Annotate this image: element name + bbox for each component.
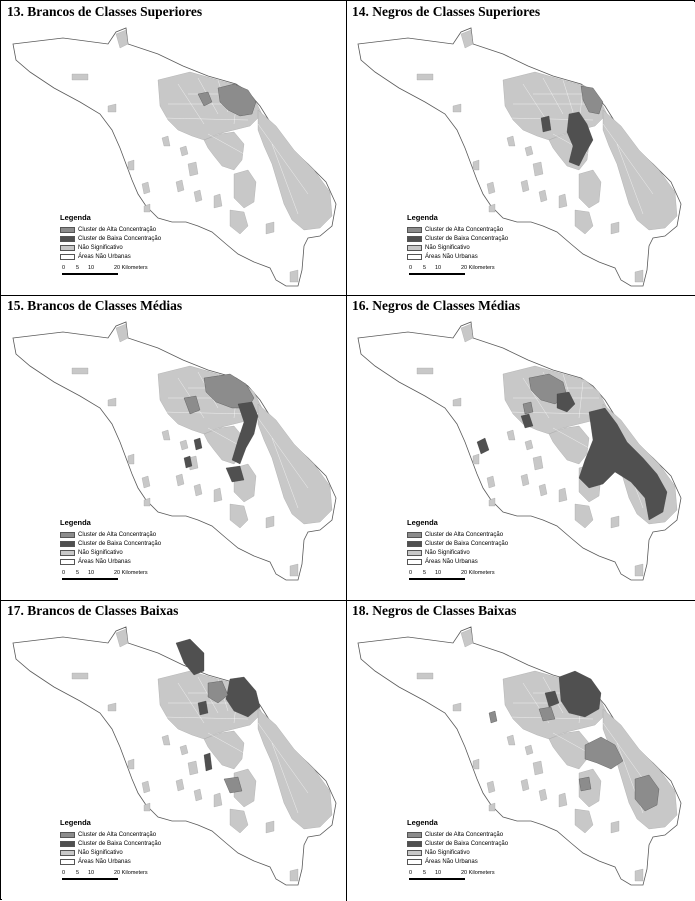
map-legend [407,518,508,566]
scale-tick-label: 10 [435,870,442,876]
legend-label: Áreas Não Urbanas [78,858,131,865]
legend-label: Áreas Não Urbanas [78,558,131,565]
legend-item [407,848,508,857]
legend-label: Cluster de Alta Concentração [425,226,504,233]
scale-tick-label: 0 [409,570,413,576]
legend-label: Não Significativo [425,244,470,251]
legend-label: Áreas Não Urbanas [78,253,131,260]
legend-swatch [407,236,422,242]
urban-area-nao-significativo [417,74,433,80]
legend-label: Cluster de Baixa Concentração [78,235,162,242]
legend-title: Legenda [407,213,438,222]
legend-swatch [407,532,422,538]
scale-tick-label: 20 Kilometers [114,870,148,876]
legend-label: Cluster de Alta Concentração [425,531,504,538]
municipality-map [2,296,346,600]
urban-area-nao-significativo [611,821,619,833]
legend-swatch [407,859,422,865]
legend-swatch [407,245,422,251]
scale-tick-label: 5 [423,265,427,271]
scale-bar [409,870,519,880]
urban-area-nao-significativo [489,803,495,811]
urban-area-nao-significativo [144,498,150,506]
legend-item [60,557,161,566]
urban-area-nao-significativo [635,270,643,282]
urban-area-nao-significativo [266,821,274,833]
scale-tick-label: 10 [88,570,95,576]
scale-tick-label: 0 [62,265,66,271]
map-legend [60,818,161,866]
scale-tick-label: 20 Kilometers [114,265,148,271]
map-panel-13 [2,2,346,295]
municipality-map [347,601,695,900]
legend-label: Não Significativo [78,244,123,251]
legend-swatch [407,850,422,856]
urban-area-nao-significativo [188,162,198,176]
cluster-alta-concentracao [579,777,591,791]
legend-label: Não Significativo [78,849,123,856]
legend-item [60,839,161,848]
legend-item [60,530,161,539]
map-panel-14 [347,2,695,295]
municipality-map [2,2,346,295]
scale-tick-label: 20 Kilometers [114,570,148,576]
legend-swatch [60,245,75,251]
legend-item [60,857,161,866]
legend-title: Legenda [60,818,91,827]
urban-area-nao-significativo [611,222,619,234]
legend-label: Áreas Não Urbanas [425,858,478,865]
urban-area-nao-significativo [489,498,495,506]
scale-tick-label: 5 [423,870,427,876]
legend-item [60,225,161,234]
panel-title: 13. Brancos de Classes Superiores [7,4,203,19]
map-legend [407,818,508,866]
legend-swatch [60,532,75,538]
urban-area-nao-significativo [290,869,298,881]
legend-swatch [60,236,75,242]
urban-area-nao-significativo [144,803,150,811]
legend-item [407,830,508,839]
panel-title: 18. Negros de Classes Baixas [352,603,517,618]
panel-title: 14. Negros de Classes Superiores [352,4,541,19]
legend-label: Áreas Não Urbanas [425,253,478,260]
map-legend [60,518,161,566]
legend-label: Não Significativo [78,549,123,556]
municipality-map [347,2,695,295]
urban-area-nao-significativo [489,204,495,212]
scale-tick-label: 0 [62,870,66,876]
cluster-baixa-concentracao [198,701,208,715]
panel-title: 15. Brancos de Classes Médias [7,298,183,313]
panel-title: 17. Brancos de Classes Baixas [7,603,179,618]
map-panel-15 [2,296,346,600]
scale-tick-label: 0 [409,265,413,271]
legend-label: Cluster de Baixa Concentração [425,840,509,847]
legend-swatch [60,227,75,233]
legend-item [407,557,508,566]
urban-area-nao-significativo [72,368,88,374]
legend-swatch [60,850,75,856]
legend-label: Cluster de Alta Concentração [78,226,157,233]
legend-item [60,243,161,252]
urban-area-nao-significativo [533,456,543,470]
legend-swatch [407,832,422,838]
legend-label: Cluster de Alta Concentração [425,831,504,838]
legend-swatch [60,859,75,865]
map-legend [407,213,508,261]
legend-swatch [407,550,422,556]
scale-line [409,878,465,880]
scale-line [62,273,118,275]
cluster-alta-concentracao [523,402,533,414]
legend-item [407,225,508,234]
scale-tick-label: 0 [62,570,66,576]
legend-label: Não Significativo [425,549,470,556]
legend-item [407,548,508,557]
legend-title: Legenda [407,518,438,527]
urban-area-nao-significativo [635,564,643,576]
map-panel-18 [347,601,695,900]
scale-tick-label: 0 [409,870,413,876]
scale-tick-label: 10 [88,870,95,876]
legend-item [407,539,508,548]
legend-title: Legenda [60,213,91,222]
legend-label: Cluster de Baixa Concentração [425,235,509,242]
legend-swatch [407,559,422,565]
scale-tick-label: 5 [76,265,80,271]
scale-tick-label: 10 [435,570,442,576]
urban-area-nao-significativo [188,761,198,775]
urban-area-nao-significativo [611,516,619,528]
legend-title: Legenda [407,818,438,827]
legend-item [60,830,161,839]
scale-tick-label: 5 [76,870,80,876]
legend-item [60,234,161,243]
urban-area-nao-significativo [72,673,88,679]
legend-title: Legenda [60,518,91,527]
scale-line [62,578,118,580]
urban-area-nao-significativo [266,516,274,528]
urban-area-nao-significativo [72,74,88,80]
urban-area-nao-significativo [635,869,643,881]
legend-item [407,839,508,848]
legend-label: Cluster de Baixa Concentração [78,540,162,547]
urban-area-nao-significativo [290,270,298,282]
scale-tick-label: 10 [435,265,442,271]
scale-tick-label: 10 [88,265,95,271]
scale-bar [409,265,519,275]
legend-label: Cluster de Baixa Concentração [425,540,509,547]
panel-title: 16. Negros de Classes Médias [352,298,521,313]
map-panel-17 [2,601,346,900]
legend-swatch [60,550,75,556]
legend-swatch [60,254,75,260]
legend-item [407,234,508,243]
scale-tick-label: 5 [423,570,427,576]
legend-swatch [60,541,75,547]
legend-item [60,539,161,548]
legend-item [60,252,161,261]
legend-swatch [60,559,75,565]
legend-swatch [407,841,422,847]
legend-swatch [60,832,75,838]
urban-area-nao-significativo [266,222,274,234]
legend-label: Cluster de Baixa Concentração [78,840,162,847]
scale-tick-label: 20 Kilometers [461,265,495,271]
map-legend [60,213,161,261]
urban-area-nao-significativo [533,162,543,176]
scale-bar [409,570,519,580]
legend-swatch [60,841,75,847]
scale-tick-label: 20 Kilometers [461,870,495,876]
legend-item [407,857,508,866]
urban-area-nao-significativo [144,204,150,212]
scale-bar [62,570,172,580]
legend-item [60,848,161,857]
urban-area-nao-significativo [290,564,298,576]
scale-tick-label: 20 Kilometers [461,570,495,576]
legend-swatch [407,254,422,260]
legend-item [60,548,161,557]
municipality-map [347,296,695,600]
scale-line [409,273,465,275]
urban-area-nao-significativo [417,368,433,374]
legend-swatch [407,541,422,547]
scale-bar [62,265,172,275]
legend-item [407,530,508,539]
legend-item [407,252,508,261]
urban-area-nao-significativo [417,673,433,679]
map-panel-16 [347,296,695,600]
legend-label: Áreas Não Urbanas [425,558,478,565]
legend-label: Cluster de Alta Concentração [78,831,157,838]
scale-line [62,878,118,880]
urban-area-nao-significativo [533,761,543,775]
scale-bar [62,870,172,880]
legend-label: Não Significativo [425,849,470,856]
scale-line [409,578,465,580]
legend-label: Cluster de Alta Concentração [78,531,157,538]
legend-swatch [407,227,422,233]
legend-item [407,243,508,252]
municipality-map [2,601,346,900]
scale-tick-label: 5 [76,570,80,576]
